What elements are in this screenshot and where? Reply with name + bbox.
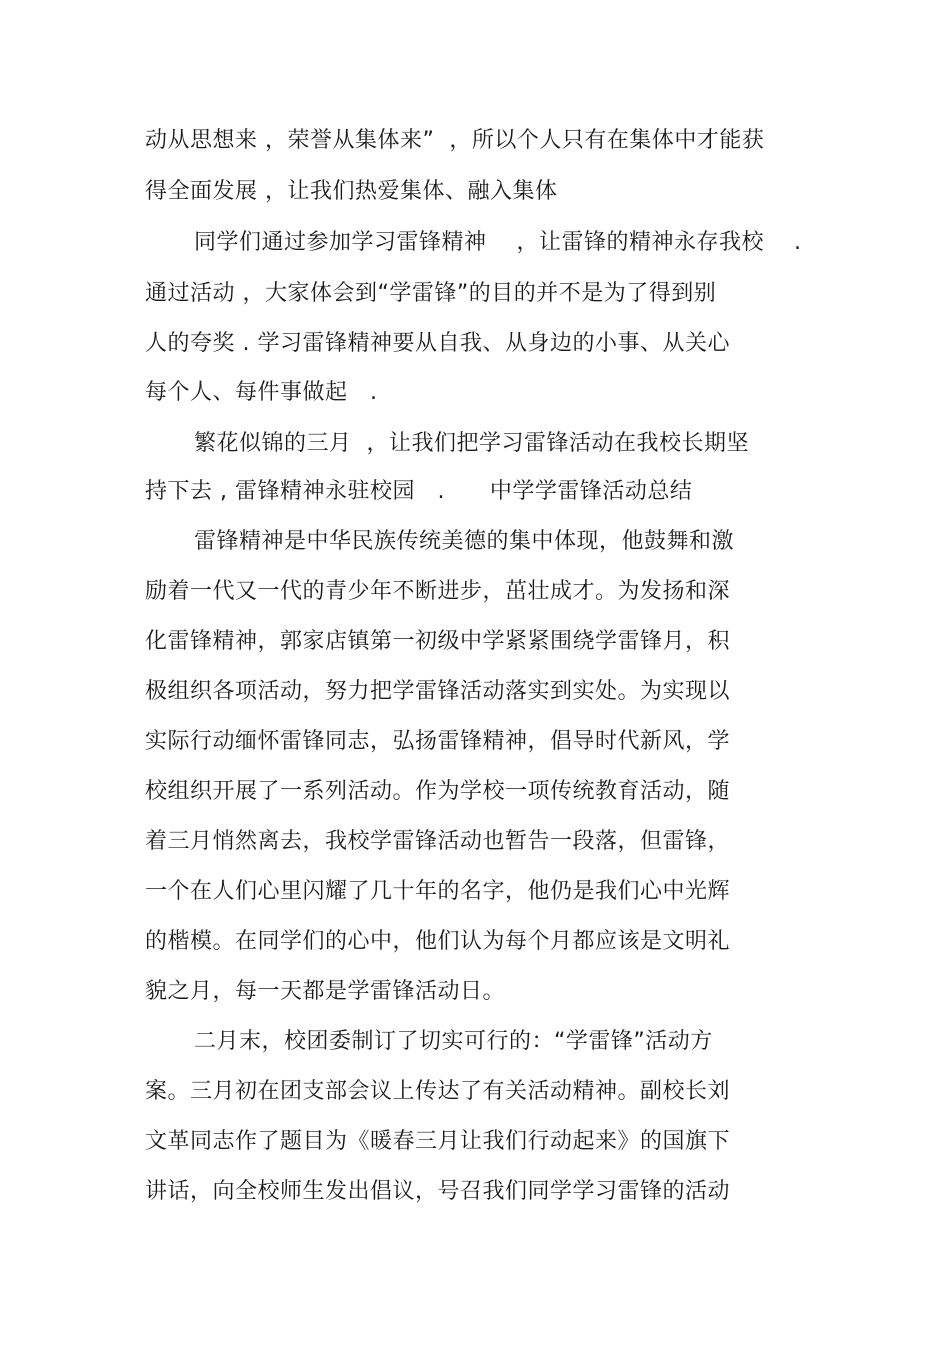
text-line: 每个人、每件事做起 . xyxy=(145,380,378,405)
text-line: 貌之月，每一天都是学雷锋活动日。 xyxy=(145,979,506,1004)
text-line: 着三月悄然离去，我校学雷锋活动也暂告一段落，但雷锋， xyxy=(145,829,731,854)
text-line: 的楷模。在同学们的心中，他们认为每个月都应该是文明礼 xyxy=(145,929,731,954)
paragraph-start-line: 同学们通过参加学习雷锋精神 ，让雷锋的精神永存我校 . xyxy=(194,230,802,255)
paragraph-start-line: 二月末，校团委制订了切实可行的：“学雷锋”活动方 xyxy=(194,1029,713,1054)
paragraph-start-line: 繁花似锦的三月 ，让我们把学习雷锋活动在我校长期坚 xyxy=(194,431,749,456)
text-line: 持下去 , 雷锋精神永驻校园 . 中学学雷锋活动总结 xyxy=(145,479,693,504)
text-line: 案。三月初在团支部会议上传达了有关活动精神。副校长刘 xyxy=(145,1079,731,1104)
text-line: 得全面发展 ，让我们热爱集体、融入集体 xyxy=(145,179,558,204)
text-line: 一个在人们心里闪耀了几十年的名字，他仍是我们心中光辉 xyxy=(145,879,731,904)
text-line: 极组织各项活动，努力把学雷锋活动落实到实处。为实现以 xyxy=(145,679,731,704)
text-line: 文革同志作了题目为《暖春三月让我们行动起来》的国旗下 xyxy=(145,1129,731,1154)
text-line: 化雷锋精神，郭家店镇第一初级中学紧紧围绕学雷锋月，积 xyxy=(145,629,731,654)
text-line: 动从思想来 ，荣誉从集体来” ，所以个人只有在集体中才能获 xyxy=(145,128,765,153)
text-line: 校组织开展了一系列活动。作为学校一项传统教育活动，随 xyxy=(145,779,731,804)
text-line: 通过活动 ，大家体会到“学雷锋”的目的并不是为了得到别 xyxy=(145,281,717,306)
text-line: 实际行动缅怀雷锋同志，弘扬雷锋精神，倡导时代新风，学 xyxy=(145,729,731,754)
paragraph-start-line: 雷锋精神是中华民族传统美德的集中体现，他鼓舞和激 xyxy=(194,529,735,554)
text-line: 讲话，向全校师生发出倡议，号召我们同学学习雷锋的活动 xyxy=(145,1179,731,1204)
text-line: 励着一代又一代的青少年不断进步，茁壮成才。为发扬和深 xyxy=(145,579,731,604)
text-line: 人的夸奖 . 学习雷锋精神要从自我、从身边的小事、从关心 xyxy=(145,331,730,356)
